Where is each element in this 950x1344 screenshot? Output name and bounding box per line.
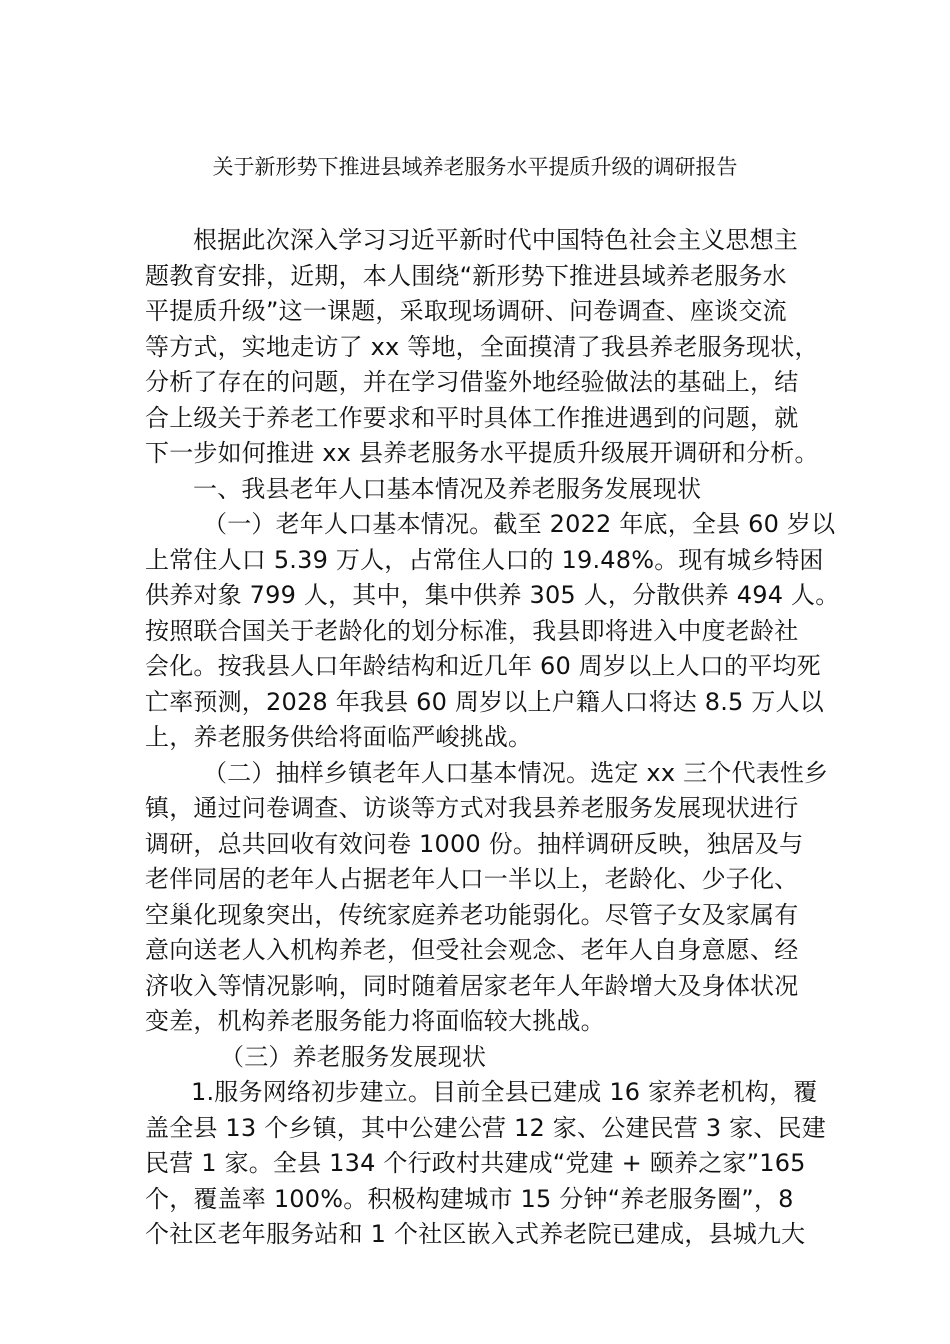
paragraph-line: 亡率预测，2028 年我县 60 周岁以上户籍人口将达 8.5 万人以	[145, 687, 824, 716]
numbered-line: 1.服务网络初步建立。目前全县已建成 16 家养老机构，覆	[191, 1078, 818, 1106]
paragraph-line: 空巢化现象突出，传统家庭养老功能弱化。尽管子女及家属有	[145, 900, 799, 929]
paragraph-line: 民营 1 家。全县 134 个行政村共建成“党建 + 颐养之家”165	[145, 1149, 806, 1177]
paragraph-line: 合上级关于养老工作要求和平时具体工作推进遇到的问题，就	[145, 403, 799, 432]
section-heading: 一、我县老年人口基本情况及养老服务发展现状	[193, 474, 702, 503]
paragraph-line: 变差，机构养老服务能力将面临较大挑战。	[145, 1007, 605, 1035]
paragraph-line: 盖全县 13 个乡镇，其中公建公营 12 家、公建民营 3 家、民建	[145, 1113, 826, 1142]
subsection-line: （二）抽样乡镇老年人口基本情况。选定 xx 三个代表性乡	[203, 758, 829, 787]
paragraph-line: 上常住人口 5.39 万人，占常住人口的 19.48%。现有城乡特困	[145, 545, 824, 574]
paragraph-line: 济收入等情况影响，同时随着居家老年人年龄增大及身体状况	[145, 971, 799, 1000]
paragraph-line: 老伴同居的老年人占据老年人口一半以上，老龄化、少子化、	[145, 865, 799, 893]
document-title: 关于新形势下推进县域养老服务水平提质升级的调研报告	[212, 155, 738, 179]
paragraph-line: 根据此次深入学习习近平新时代中国特色社会主义思想主	[193, 226, 798, 254]
paragraph-line: 平提质升级”这一课题，采取现场调研、问卷调查、座谈交流	[145, 297, 787, 325]
paragraph-line: 题教育安排，近期，本人围绕“新形势下推进县域养老服务水	[145, 261, 787, 290]
paragraph-line: 按照联合国关于老龄化的划分标准，我县即将进入中度老龄社	[145, 616, 799, 645]
paragraph-line: 下一步如何推进 xx 县养老服务水平提质升级展开调研和分析。	[145, 439, 819, 467]
paragraph-line: 意向送老人入机构养老，但受社会观念、老年人自身意愿、经	[145, 936, 799, 964]
document-body	[145, 223, 840, 1253]
paragraph-line: 个，覆盖率 100%。积极构建城市 15 分钟“养老服务圈”，8	[145, 1184, 794, 1213]
subsection-line: （一）老年人口基本情况。截至 2022 年底，全县 60 岁以	[203, 510, 836, 538]
paragraph-line: 个社区老年服务站和 1 个社区嵌入式养老院已建成，县城九大	[145, 1220, 806, 1248]
paragraph-line: 镇，通过问卷调查、访谈等方式对我县养老服务发展现状进行	[145, 794, 799, 822]
paragraph-line: 供养对象 799 人，其中，集中供养 305 人，分散供养 494 人。	[145, 581, 840, 609]
subsection-heading: （三）养老服务发展现状	[220, 1042, 487, 1071]
paragraph-line: 分析了存在的问题，并在学习借鉴外地经验做法的基础上，结	[145, 368, 799, 396]
paragraph-line: 调研，总共回收有效问卷 1000 份。抽样调研反映，独居及与	[145, 829, 804, 858]
paragraph-line: 会化。按我县人口年龄结构和近几年 60 周岁以上人口的平均死	[145, 652, 821, 680]
paragraph-line: 上，养老服务供给将面临严峻挑战。	[145, 723, 533, 751]
paragraph-line: 等方式，实地走访了 xx 等地，全面摸清了我县养老服务现状，	[145, 332, 819, 361]
